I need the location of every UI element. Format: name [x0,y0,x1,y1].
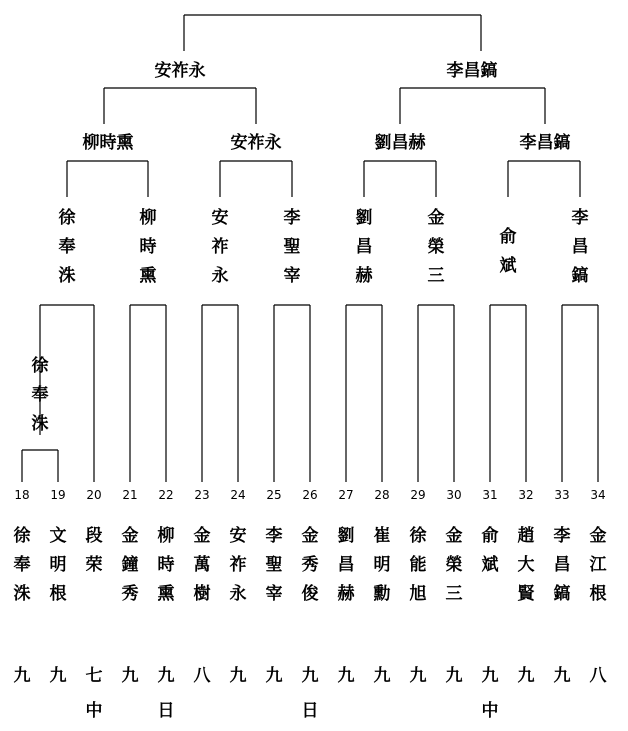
result-mark: 中 [481,701,499,721]
player-name-char: 永 [229,584,247,604]
player-name-char: 時 [157,555,175,575]
round16-winner-char: 永 [211,266,229,286]
player-name-char: 柳 [157,526,175,546]
result-mark: 九 [409,666,427,686]
round16-winner-char: 徐 [58,208,76,228]
seed-number: 23 [194,488,210,502]
round16-winner-char: 昌 [571,237,589,257]
round16-winner-char: 鎬 [571,266,589,286]
seed-number: 29 [410,488,426,502]
player-name-char: 根 [589,584,607,604]
result-mark: 九 [517,666,535,686]
seed-number: 19 [50,488,66,502]
player-name-char: 大 [517,555,535,575]
seed-number: 26 [302,488,318,502]
prelim-winner-char: 徐 [31,356,49,376]
player-name-char: 明 [49,555,67,575]
round16-winner-char: 時 [139,237,157,257]
player-name-char: 徐 [409,526,427,546]
player-name-char: 明 [373,555,391,575]
result-mark: 九 [445,666,463,686]
round16-winner-char: 李 [283,208,301,228]
player-name-char: 段 [85,526,103,546]
seed-number: 28 [374,488,390,502]
result-mark: 七 [85,666,103,686]
player-name-char: 俞 [481,526,499,546]
player-name-char: 秀 [121,584,139,604]
result-mark: 九 [265,666,283,686]
result-mark: 九 [13,666,31,686]
round16-winner-char: 赫 [355,266,373,286]
player-name-char: 三 [445,584,463,604]
player-name-char: 鎬 [553,584,571,604]
player-name-char: 李 [265,526,283,546]
quarterfinal-winner: 安祚永 [230,133,282,153]
seed-number: 27 [338,488,354,502]
player-name-char: 金 [121,526,139,546]
result-mark: 九 [301,666,319,686]
player-name-char: 萬 [193,555,211,575]
player-name-char: 賢 [517,584,535,604]
seed-number: 22 [158,488,174,502]
seed-number: 25 [266,488,282,502]
round16-winner-char: 熏 [139,266,157,286]
player-name-char: 根 [49,584,67,604]
round16-winner-char: 宰 [283,266,301,286]
prelim-winner-char: 洙 [31,414,49,434]
result-mark: 八 [193,666,211,686]
player-name-char: 昌 [337,555,355,575]
result-mark: 九 [121,666,139,686]
seed-number: 34 [590,488,606,502]
player-name-char: 旭 [409,584,427,604]
round16-winner-char: 安 [211,208,229,228]
player-name-char: 祚 [229,555,247,575]
seed-number: 30 [446,488,462,502]
player-name-char: 奉 [13,555,31,575]
round16-winner-char: 三 [427,266,445,286]
seed-number: 33 [554,488,570,502]
player-name-char: 金 [301,526,319,546]
prelim-winner-char: 奉 [31,385,49,405]
round16-winner-char: 祚 [211,237,229,257]
round16-winner-char: 榮 [427,237,445,257]
round16-winner-char: 俞 [499,227,517,247]
result-mark: 九 [157,666,175,686]
player-name-char: 樹 [193,584,211,604]
round16-winner-char: 金 [427,208,445,228]
player-name-char: 趙 [517,526,535,546]
round16-winner-char: 斌 [499,256,517,276]
round16-winner-char: 李 [571,208,589,228]
player-name-char: 昌 [553,555,571,575]
player-name-char: 金 [193,526,211,546]
result-mark: 九 [49,666,67,686]
round16-winner-char: 洙 [58,266,76,286]
player-name-char: 崔 [373,526,391,546]
result-mark: 九 [373,666,391,686]
player-name-char: 鐘 [121,555,139,575]
player-name-char: 俊 [301,584,319,604]
round16-winner-char: 柳 [139,208,157,228]
seed-number: 31 [482,488,498,502]
player-name-char: 榮 [445,555,463,575]
quarterfinal-winner: 李昌鎬 [519,133,571,153]
round16-winner-char: 奉 [58,237,76,257]
result-mark: 九 [229,666,247,686]
result-mark: 中 [85,701,103,721]
result-mark: 日 [301,701,319,721]
round16-winner-char: 聖 [283,237,301,257]
result-mark: 九 [481,666,499,686]
seed-number: 21 [122,488,138,502]
result-mark: 九 [337,666,355,686]
player-name-char: 赫 [337,584,355,604]
bracket-lines [22,15,598,482]
player-name-char: 金 [445,526,463,546]
result-mark: 日 [157,701,175,721]
player-name-char: 劉 [337,526,355,546]
player-name-char: 能 [409,555,427,575]
player-name-char: 安 [229,526,247,546]
player-name-char: 宰 [265,584,283,604]
player-name-char: 聖 [265,555,283,575]
seed-number: 20 [86,488,102,502]
seed-number: 32 [518,488,534,502]
round16-winner-char: 昌 [355,237,373,257]
player-name-char: 熏 [157,584,175,604]
semifinal-winner: 安祚永 [154,61,206,81]
quarterfinal-winner: 劉昌赫 [374,133,426,153]
result-mark: 八 [589,666,607,686]
semifinal-winner: 李昌鎬 [446,61,498,81]
player-name-char: 荣 [85,555,103,575]
player-name-char: 李 [553,526,571,546]
result-mark: 九 [553,666,571,686]
round16-winner-char: 劉 [355,208,373,228]
seed-number: 24 [230,488,246,502]
player-name-char: 洙 [13,584,31,604]
player-name-char: 斌 [481,555,499,575]
seed-number: 18 [14,488,30,502]
player-name-char: 秀 [301,555,319,575]
quarterfinal-winner: 柳時熏 [82,133,134,153]
player-name-char: 金 [589,526,607,546]
player-name-char: 文 [49,526,67,546]
player-name-char: 勳 [373,584,391,604]
player-name-char: 徐 [13,526,31,546]
player-name-char: 江 [589,555,607,575]
